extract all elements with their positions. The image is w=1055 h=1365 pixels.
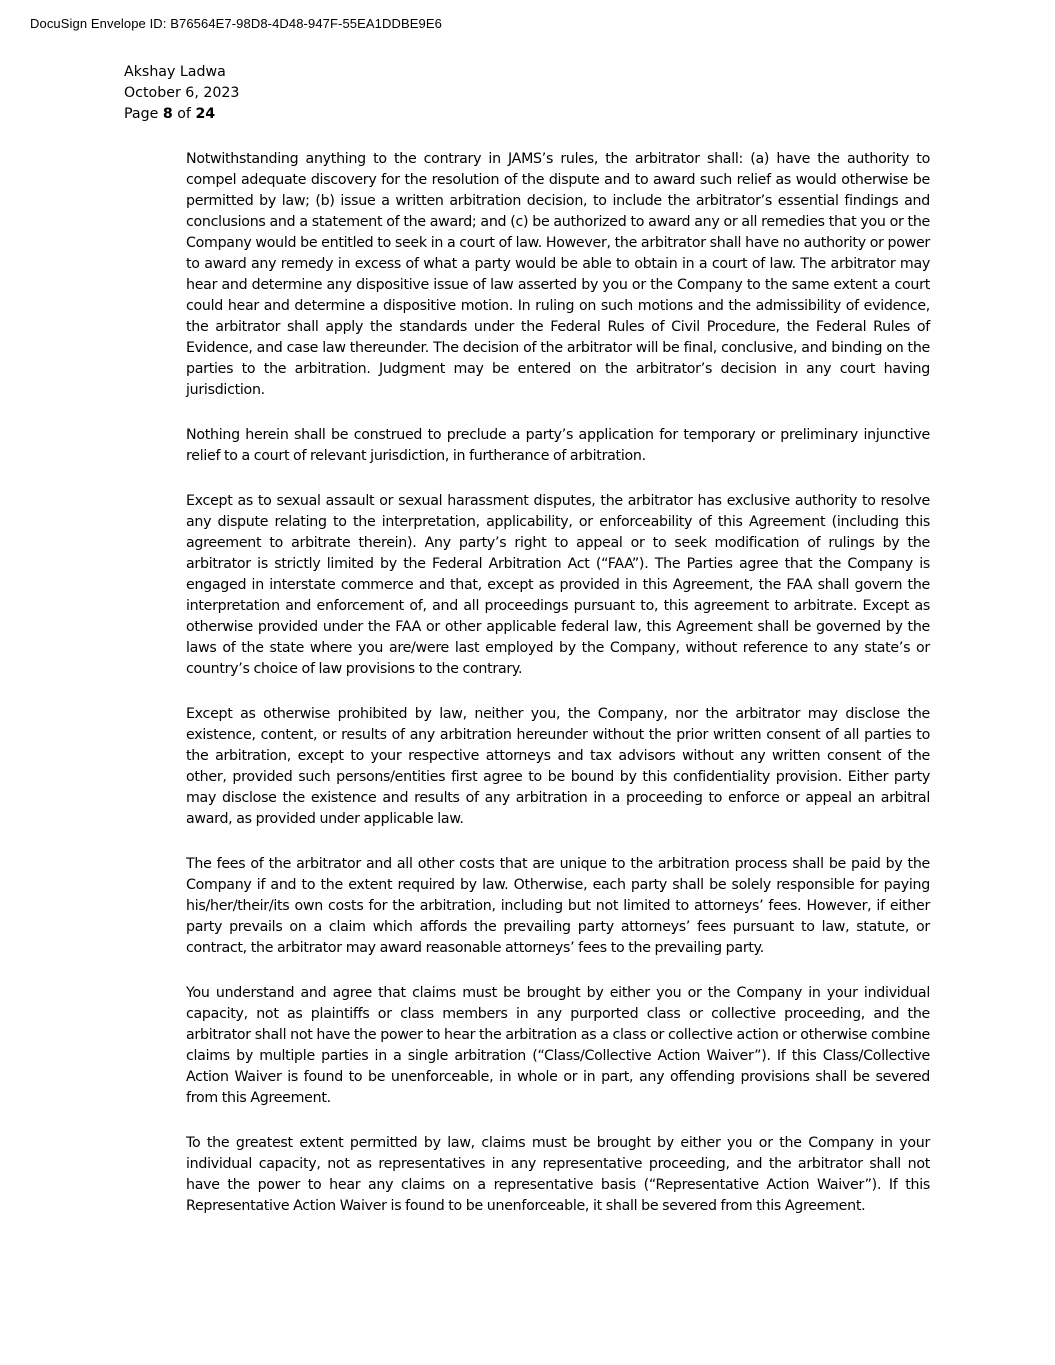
page-number: 8 (162, 106, 173, 122)
paragraph-representative-action-waiver: To the greatest extent permitted by law, claims must be brought by either you or the Company in your individual capacity, not as representatives in any representative proceeding, and the arbitrator shall not have the power to hear any claims on a representative basis (“Representative Action Waiver”). If this Representative Action Waiver is found to be unenforceable, it shall be severed from this Agreement. (186, 1135, 930, 1214)
document-body (186, 149, 930, 1241)
recipient-name: Akshay Ladwa (124, 64, 226, 80)
paragraph-fees: The fees of the arbitrator and all other costs that are unique to the arbitration process shall be paid by the Company if and to the extent required by law. Otherwise, each party shall be solely responsible for paying his/her/their/its own costs for the arbitration, including but not limited to attorneys’ fees. However, if either party prevails on a claim which affords the prevailing party attorneys’ fees pursuant to law, statute, or contract, the arbitrator may award reasonable attorneys’ fees to the prevailing party. (186, 856, 930, 956)
paragraph-exclusive-authority: Except as to sexual assault or sexual harassment disputes, the arbitrator has exclusive authority to resolve any dispute relating to the interpretation, applicability, or enforceability of this Agreement (including this agreement to arbitrate therein). Any party’s right to appeal or to seek modification of rulings by the arbitrator is strictly limited by the Federal Arbitration Act (“FAA”). The Parties agree that the Company is engaged in interstate commerce and that, except as provided in this Agreement, the FAA shall govern the interpretation and enforcement of, and all proceedings pursuant to, this agreement to arbitrate. Except as otherwise provided under the FAA or other applicable federal law, this Agreement shall be governed by the laws of the state where you are/were last employed by the Company, without reference to any state’s or country’s choice of law provisions to the contrary. (186, 493, 930, 677)
page-total: 24 (195, 106, 216, 122)
page-of: of (172, 106, 196, 122)
paragraph-arbitrator-authority: Notwithstanding anything to the contrary in JAMS’s rules, the arbitrator shall: (a) have the authority to compel adequate discovery for the resolution of the dispute and to award such relief as would otherwise be permitted by law; (b) issue a written arbitration decision, to include the arbitrator’s essential findings and conclusions and a statement of the award; and (c) be authorized to award any or all remedies that you or the Company would be entitled to seek in a court of law. However, the arbitrator shall have no authority or power to award any remedy in excess of what a party would be able to obtain in a court of law. The arbitrator may hear and determine any dispositive issue of law asserted by you or the Company to the same extent a court could hear and determine a dispositive motion. In ruling on such motions and the admissibility of evidence, the arbitrator shall apply the standards under the Federal Rules of Civil Procedure, the Federal Rules of Evidence, and case law thereunder. The decision of the arbitrator will be final, conclusive, and binding on the parties to the arbitration. Judgment may be entered on the arbitrator’s decision in any court having jurisdiction. (186, 151, 930, 398)
paragraph-class-action-waiver: You understand and agree that claims must be brought by either you or the Company in your individual capacity, not as plaintiffs or class members in any purported class or collective proceeding, and the arbitrator shall not have the power to hear the arbitration as a class or collective action or otherwise combine claims by multiple parties in a single arbitration (“Class/Collective Action Waiver”). If this Class/Collective Action Waiver is found to be unenforceable, in whole or in part, any offending provisions shall be severed from this Agreement. (186, 985, 930, 1106)
paragraph-confidentiality: Except as otherwise prohibited by law, neither you, the Company, nor the arbitrator may disclose the existence, content, or results of any arbitration hereunder without the prior written consent of all parties to the arbitration, except to your respective attorneys and tax advisors without any written consent of the other, provided such persons/entities first agree to be bound by this confidentiality provision. Either party may disclose the existence and results of any arbitration in a proceeding to enforce or appeal an arbitral award, as provided under applicable law. (186, 706, 930, 827)
letter-date: October 6, 2023 (124, 85, 240, 101)
page-prefix: Page (124, 106, 163, 122)
page-indicator (124, 104, 239, 125)
docusign-envelope-id: DocuSign Envelope ID: B76564E7-98D8-4D48-947F-55EA1DDBE9E6 (30, 16, 442, 31)
paragraph-injunctive-relief: Nothing herein shall be construed to preclude a party’s application for temporary or preliminary injunctive relief to a court of relevant jurisdiction, in furtherance of arbitration. (186, 427, 930, 464)
letter-header (124, 62, 239, 125)
